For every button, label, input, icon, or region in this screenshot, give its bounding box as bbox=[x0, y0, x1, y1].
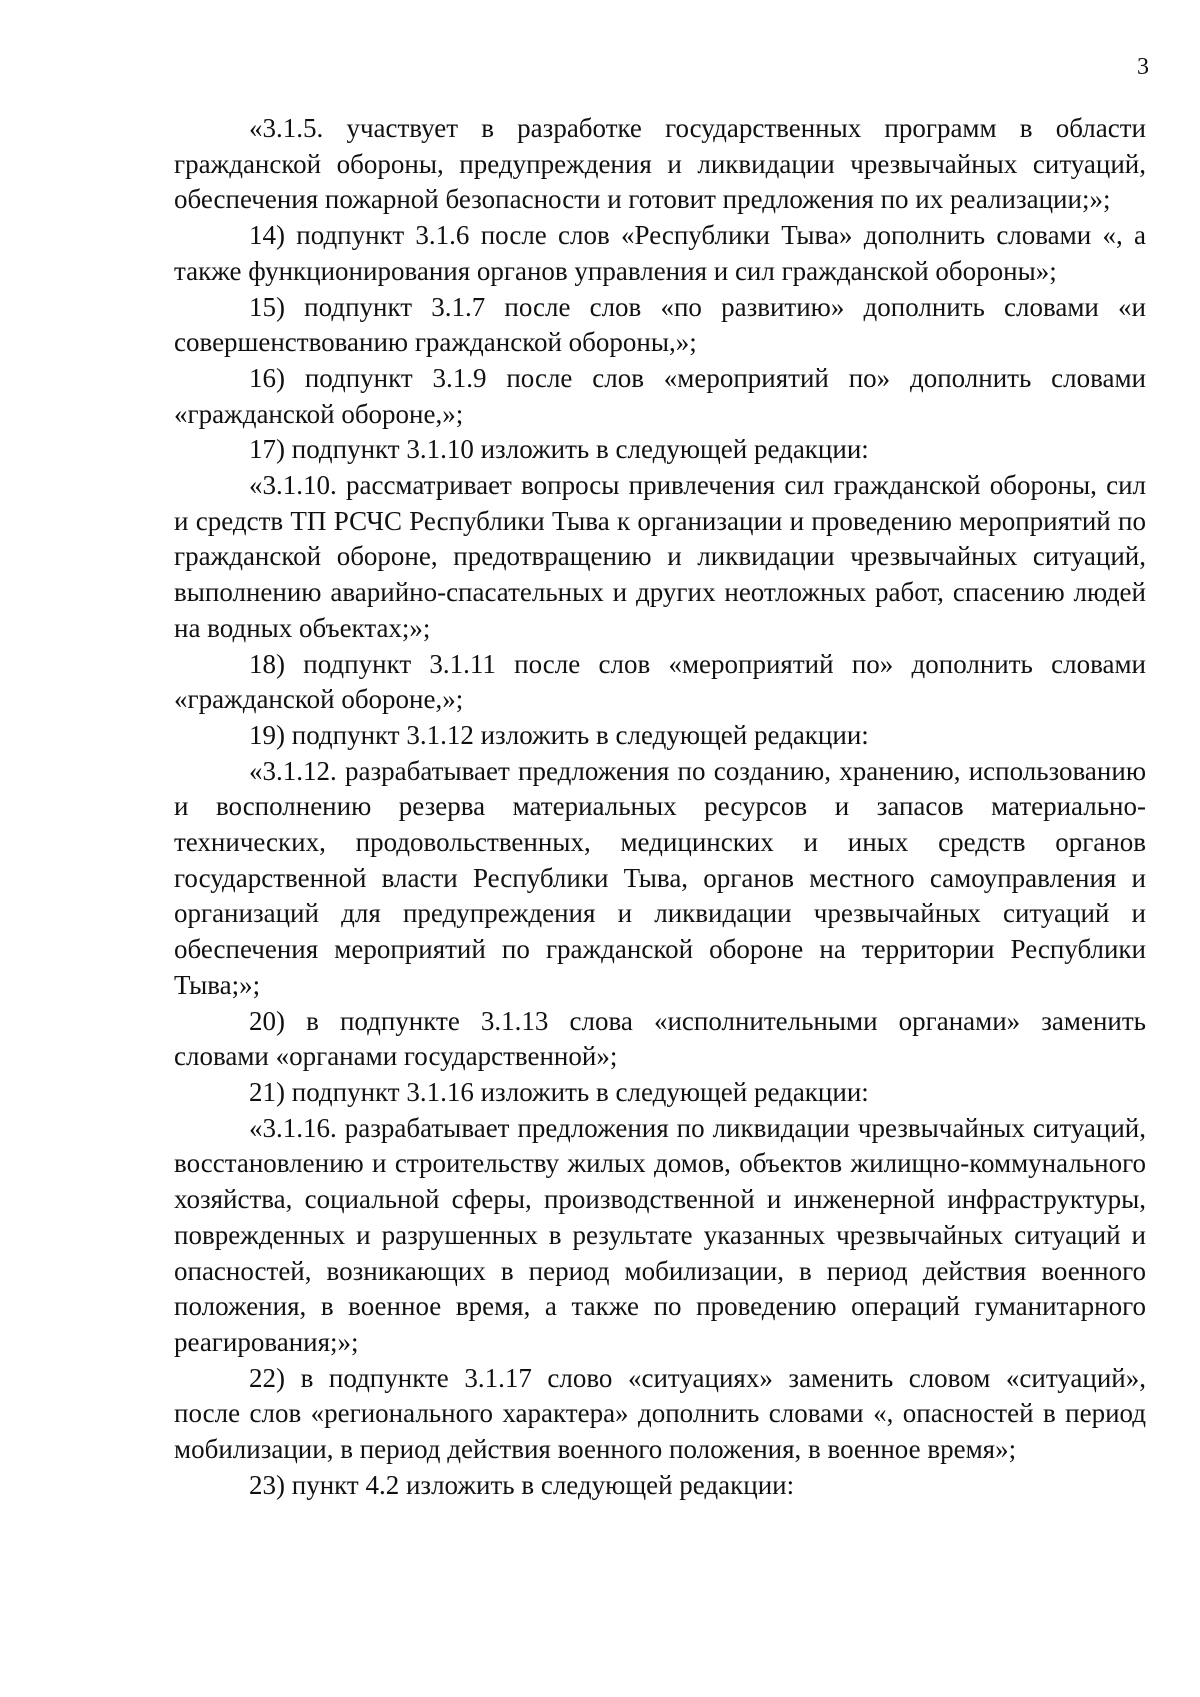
paragraph-item-16: 16) подпункт 3.1.9 после слов «мероприятий по» дополнить словами «гражданской обороне,»; bbox=[174, 362, 1146, 429]
paragraph-item-23: 23) пункт 4.2 изложить в следующей редакции: bbox=[249, 1469, 795, 1500]
page-number: 3 bbox=[1137, 54, 1149, 80]
paragraph-item-20: 20) в подпункте 3.1.13 слова «исполнительными органами» заменить словами «органами государственной»; bbox=[174, 1005, 1146, 1072]
paragraph-item-14: 14) подпункт 3.1.6 после слов «Республики Тыва» дополнить словами «, а также функционирования органов управления и сил гражданской обороны»; bbox=[174, 220, 1146, 286]
paragraph-item-21: 21) подпункт 3.1.16 изложить в следующей редакции: bbox=[249, 1076, 869, 1107]
paragraph-item-18: 18) подпункт 3.1.11 после слов «мероприятий по» дополнить словами «гражданской обороне,»; bbox=[174, 648, 1146, 715]
paragraph-item-17: 17) подпункт 3.1.10 изложить в следующей редакции: bbox=[249, 434, 869, 465]
paragraph-3-1-16: «3.1.16. разрабатывает предложения по ликвидации чрезвычайных ситуаций, восстановлению и строительству жилых домов, объектов жилищно-коммунального хозяйства, социальной сферы, производственной и инженерной инфраструктуры, поврежденных и разрушенных в результате указанных чрезвычайных ситуаций и опасностей, возникающих в период мобилизации, в период действия военного положения, в военное время, а также по проведению операций гуманитарного реагирования;»; bbox=[174, 1112, 1146, 1357]
paragraph-3-1-10: «3.1.10. рассматривает вопросы привлечения сил гражданской обороны, сил и средств ТП РСЧС Республики Тыва к организации и проведению мероприятий по гражданской обороне, предотвращению и ликвидации чрезвычайных ситуаций, выполнению аварийно-спасательных и других неотложных работ, спасению людей на водных объектах;»; bbox=[174, 470, 1146, 643]
paragraph-3-1-5: «3.1.5. участвует в разработке государственных программ в области гражданской обороны, предупреждения и ликвидации чрезвычайных ситуаций, обеспечения пожарной безопасности и готовит предложения по их реализации;»; bbox=[174, 113, 1146, 215]
document-body bbox=[174, 111, 1146, 1503]
paragraph-item-19: 19) подпункт 3.1.12 изложить в следующей редакции: bbox=[249, 719, 869, 750]
paragraph-item-15: 15) подпункт 3.1.7 после слов «по развитию» дополнить словами «и совершенствованию гражданской обороны,»; bbox=[174, 291, 1146, 358]
paragraph-3-1-12: «3.1.12. разрабатывает предложения по созданию, хранению, использованию и восполнению резерва материальных ресурсов и запасов материально-технических, продовольственных, медицинских и иных средств органов государственной власти Республики Тыва, органов местного самоуправления и организаций для предупреждения и ликвидации чрезвычайных ситуаций и обеспечения мероприятий по гражданской обороне на территории Республики Тыва;»; bbox=[174, 755, 1146, 1000]
paragraph-item-22: 22) в подпункте 3.1.17 слово «ситуациях» заменить словом «ситуаций», после слов «регионального характера» дополнить словами «, опасностей в период мобилизации, в период действия военного положения, в военное время»; bbox=[174, 1362, 1146, 1465]
